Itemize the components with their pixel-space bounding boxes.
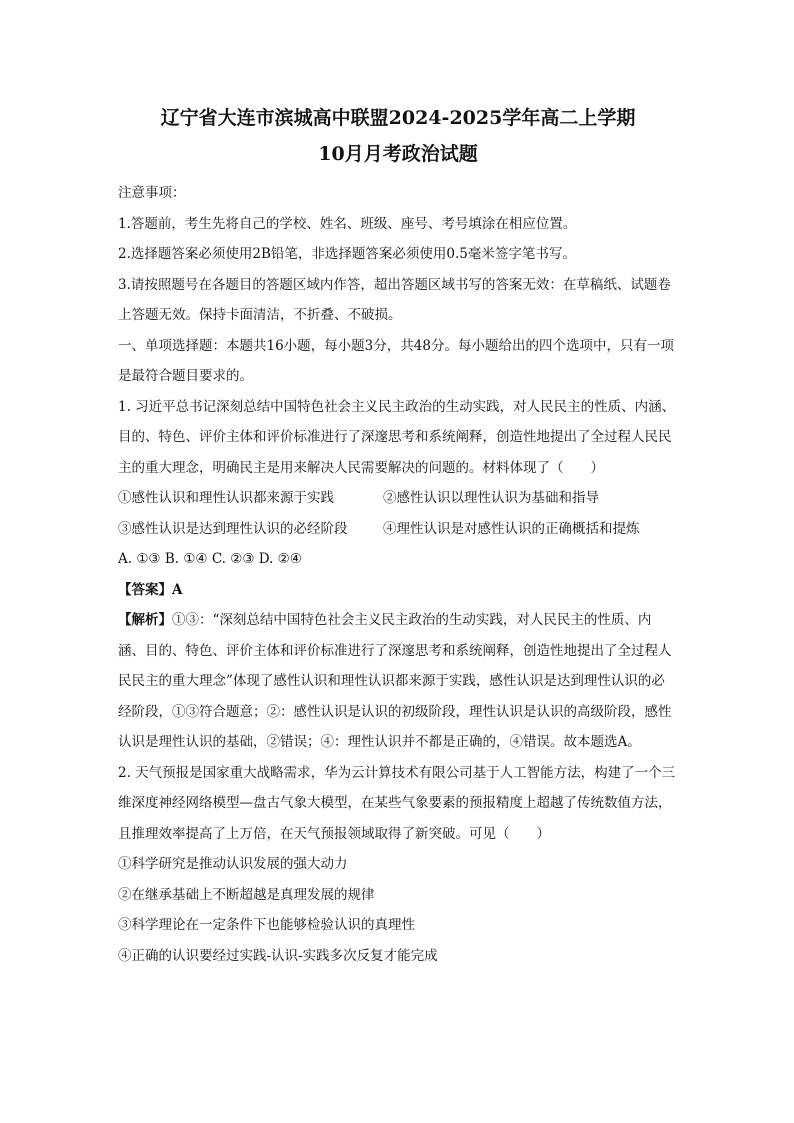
question-1-statement: ④理性认识是对感性认识的正确概括和提炼 — [383, 520, 640, 537]
title-line-2: 10月月考政治试题 — [318, 143, 478, 165]
section-heading: 一、单项选择题：本题共16小题，每小题3分，共48分。每小题给出的四个选项中，只有一项是最符合题目要求的。 — [118, 337, 674, 384]
notice-item: 3.请按照题号在各题目的答题区域内作答，超出答题区域书写的答案无效：在草稿纸、试题卷上答题无效。保持卡面清洁，不折叠、不破损。 — [118, 276, 671, 323]
question-1-statement: ③感性认识是达到理性认识的必经阶段 — [118, 520, 348, 537]
question-1-statement: ②感性认识以理性认识为基础和指导 — [383, 490, 599, 506]
question-1-analysis — [118, 605, 678, 758]
analysis-label: 【解析】 — [118, 612, 172, 628]
title-line-1: 辽宁省大连市滨城高中联盟2024-2025学年高二上学期 — [160, 107, 636, 129]
question-1-stem: 1. 习近平总书记深刻总结中国特色社会主义民主政治的生动实践，对人民民主的性质、内涵、目的、特色、评价主体和评价标准进行了深邃思考和系统阐释，创造性地提出了全过程人民民主的重大理念，明确民主是用来解决人民需要解决的问题的。材料体现了（ ） — [118, 398, 676, 476]
notice-heading: 注意事项： — [118, 185, 186, 201]
notice-item: 2.选择题答案必须使用2B铅笔，非选择题答案必须使用0.5毫米签字笔书写。 — [118, 246, 576, 262]
question-1-statement: ①感性认识和理性认识都来源于实践 — [118, 490, 334, 506]
question-2-statement: ①科学研究是推动认识发展的强大动力 — [118, 856, 348, 872]
question-1-choices: A. ①③ B. ①④ C. ②③ D. ②④ — [118, 551, 302, 567]
question-2-statement: ②在继承基础上不断超越是真理发展的规律 — [118, 886, 375, 903]
question-1-answer: 【答案】A — [118, 581, 183, 598]
question-2-stem: 2. 天气预报是国家重大战略需求，华为云计算技术有限公司基于人工智能方法，构建了一个三维深度神经网络模型—盘古气象大模型，在某些气象要素的预报精度上超越了传统数值方法，且推理效率提高了上万倍，在天气预报领域取得了新突破。可见（ ） — [118, 764, 676, 842]
question-1-options-row — [118, 514, 678, 545]
analysis-text: ①③：“深刻总结中国特色社会主义民主政治的生动实践，对人民民主的性质、内涵、目的、特色、评价主体和评价标准进行了深邃思考和系统阐释，创造性地提出了全过程人民民主的重大理念”体现了感性认识和理性认识都来源于实践，感性认识是达到理性认识的必经阶段，①③符合题意；②：感性认识是认识的初级阶段，理性认识是认识的高级阶段，感性认识是理性认识的基础，②错误；④：理性认识并不都是正确的，④错误。故本题选A。 — [118, 612, 672, 750]
question-1-options-row — [118, 483, 678, 514]
notice-item: 1.答题前，考生先将自己的学校、姓名、班级、座号、考号填涂在相应位置。 — [118, 215, 577, 232]
document-page — [118, 100, 678, 971]
question-2-statement: ③科学理论在一定条件下也能够检验认识的真理性 — [118, 917, 415, 933]
question-2-statement: ④正确的认识要经过实践-认识-实践多次反复才能完成 — [118, 947, 438, 964]
